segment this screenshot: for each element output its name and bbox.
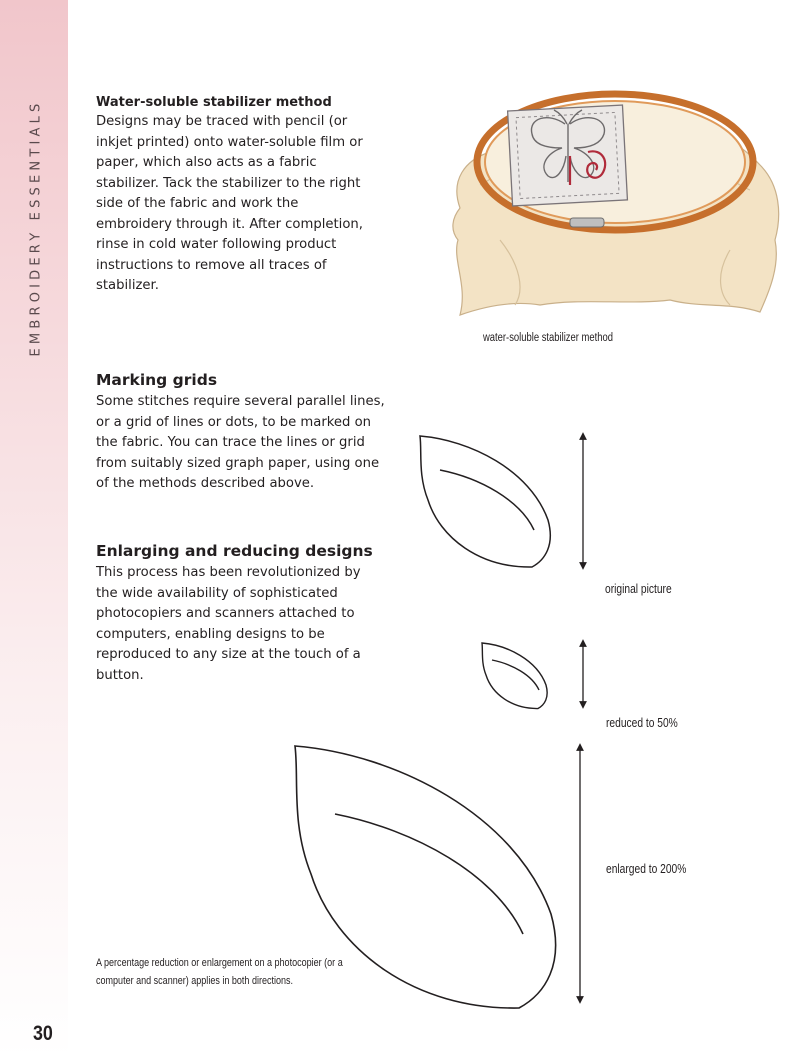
enlarged-caption: enlarged to 200% [606,862,687,876]
original-caption: original picture [605,582,672,596]
page-number: 30 [33,1022,53,1045]
enlarging-heading: Enlarging and reducing designs [96,542,373,560]
grids-heading: Marking grids [96,371,218,389]
running-head: EMBROIDERY ESSENTIALS [28,99,44,357]
stabilizer-caption: water-soluble stabilizer method [483,332,613,344]
scaling-note: A percentage reduction or enlargement on a photocopier (or a computer and scanner) applies in both directions. [96,957,343,987]
grids-body: Some stitches require several parallel lines, or a grid of lines or dots, to be marked on the fabric. You can trace the lines or grid from suitably sized graph paper, using one of the methods described above. [96,394,385,491]
enlarging-body: This process has been revolutionized by the wide availability of sophisticated photocopiers and scanners attached to computers, enabling designs to be reproduced to any size at the touch of a button. [96,565,361,683]
leaf-outline [482,643,547,709]
leaf-original [420,436,550,567]
stabilizer-heading: Water-soluble stabilizer method [96,95,332,110]
stabilizer-body: Designs may be traced with pencil (or inkjet printed) onto water-soluble film or paper, which also acts as a fabric stabilizer. Tack the stabilizer to the right side of the fabric and work the embroidery through it. After completion, rinse in cold water following product instructions to remove all traces of stabilizer. [96,114,363,293]
leaf-reduced [482,643,547,709]
reduced-caption: reduced to 50% [606,716,678,730]
